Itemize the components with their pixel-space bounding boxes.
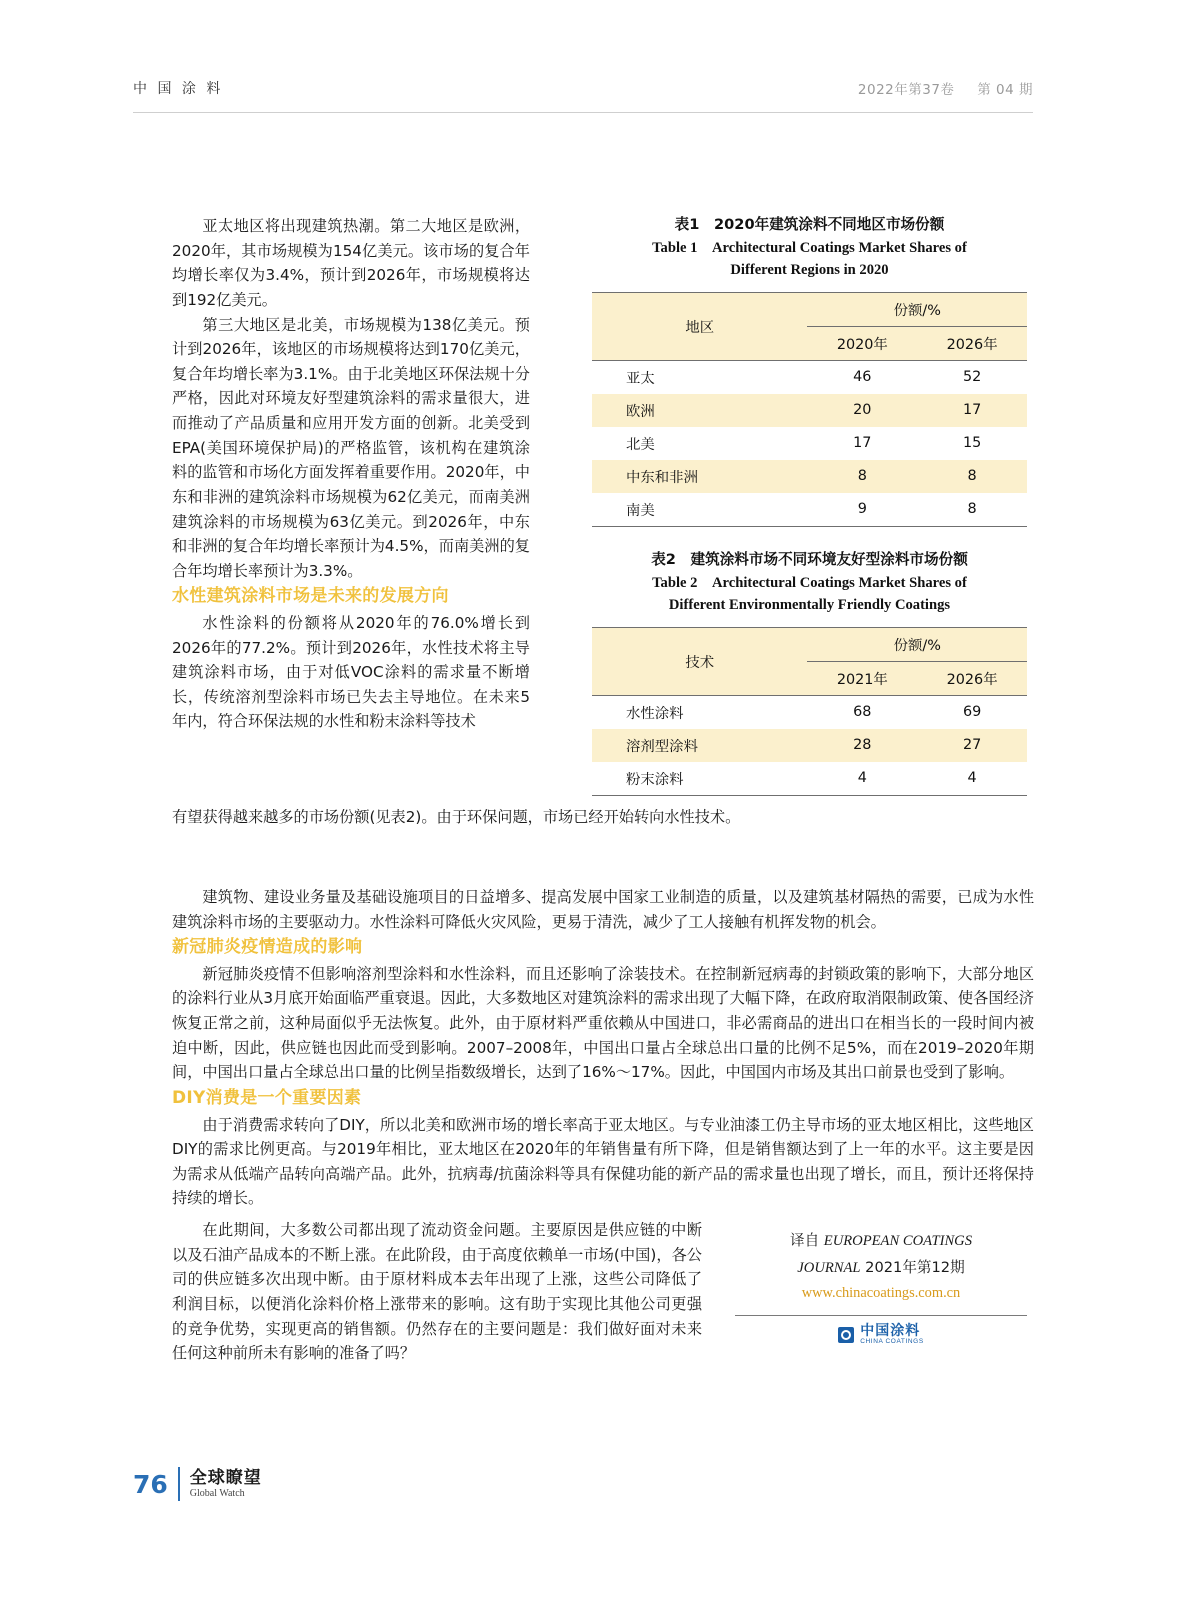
source-credit (735, 1228, 1027, 1346)
table-1-r3-y2: 8 (917, 460, 1027, 493)
table-2-title-cn: 表2 建筑涂料市场不同环境友好型涂料市场份额 (651, 551, 968, 568)
paragraph-3-continuation-block (172, 805, 1034, 830)
table-2-head-year1: 2021年 (807, 661, 917, 695)
table-2-r0-y2: 69 (962, 704, 982, 721)
table-2-r1-tech: 溶剂型涂料 (592, 729, 807, 762)
source-divider (735, 1315, 1027, 1316)
table-2-title (592, 549, 1027, 617)
table-1-r4-y1: 9 (807, 493, 917, 527)
table-row (592, 762, 1027, 796)
table-2-r2-y2: 4 (917, 762, 1027, 796)
logo-label-en: CHINA COATINGS (860, 1337, 924, 1345)
coatings-logo-icon (838, 1327, 854, 1343)
page-header (133, 78, 1033, 98)
paragraph-3: 水性涂料的份额将从2020年的76.0%增长到2026年的77.2%。预计到2026年，水性技术将主导建筑涂料市场，由于对低VOC涂料的需求量不断增长，传统溶剂型涂料市场已失去主导地位。在未来5年内，符合环保法规的水性和粉末涂料等技术 (172, 613, 530, 731)
paragraph-5: 建筑物、建设业务量及基础设施项目的日益增多、提高发展中国家工业制造的质量，以及建筑基材隔热的需要，已成为水性建筑涂料市场的主要驱动力。水性涂料可降低火灾风险，更易于清洗，减少了工人接触有机挥发物的机会。 (172, 888, 1034, 931)
table-row (592, 360, 1027, 394)
left-column (172, 214, 530, 734)
table-1-r2-y1: 17 (853, 435, 872, 452)
source-journal-en-2: JOURNAL (797, 1259, 861, 1276)
table-2-r1-y2: 27 (917, 729, 1027, 762)
footer-section-en: Global Watch (189, 1487, 245, 1499)
table-1-head-region: 地区 (592, 292, 807, 360)
publisher-logo (735, 1324, 1027, 1346)
table-row (592, 460, 1027, 493)
table-2-r2-tech: 粉末涂料 (592, 762, 807, 796)
table-1-r0-y2: 52 (962, 369, 982, 386)
table-2-head-share: 份额/% (807, 627, 1027, 661)
table-2-title-en-2: Different Environmentally Friendly Coatings (668, 597, 951, 614)
source-issue: 2021年第12期 (860, 1258, 965, 1276)
table-2-r1-y1: 28 (807, 729, 917, 762)
source-prefix: 译自 (789, 1232, 824, 1249)
page-footer (133, 1467, 262, 1501)
section-heading-waterborne: 水性建筑涂料市场是未来的发展方向 (172, 586, 449, 607)
footer-divider (178, 1467, 180, 1501)
table-row (592, 493, 1027, 527)
table-1-r2-region: 北美 (626, 436, 655, 453)
body-block-4 (172, 1218, 702, 1366)
section-heading-diy: DIY消费是一个重要因素 (172, 1088, 362, 1108)
paragraph-2: 第三大地区是北美，市场规模为138亿美元。预计到2026年，该地区的市场规模将达到170亿美元，复合年均增长率为3.1%。由于北美地区环保法规十分严格，因此对环境友好型建筑涂料的需求量很大，进而推动了产品质量和应用开发方面的创新。北美受到EPA(美国环境保护局)的严格监管，该机构在建筑涂料的监管和市场化方面发挥着重要作用。2020年，中东和非洲的建筑涂料市场规模为62亿美元，而南美洲建筑涂料的市场规模为63亿美元。到2026年，中东和非洲的复合年均增长率预计为4.5%，而南美洲的复合年均增长率预计为3.3%。 (172, 315, 530, 580)
table-2-title-en-1: Table 2 Architectural Coatings Market Shares of (652, 574, 967, 591)
volume-label: 2022年第37卷 (857, 82, 955, 98)
table-1-r4-y2: 8 (917, 493, 1027, 527)
table-2-r2-y1: 4 (807, 762, 917, 796)
table-1-container (592, 214, 1027, 527)
table-row (592, 729, 1027, 762)
table-2-r0-tech: 水性涂料 (626, 705, 684, 722)
section-heading-covid: 新冠肺炎疫情造成的影响 (172, 937, 363, 958)
table-1-title (592, 214, 1027, 282)
source-line-2 (735, 1255, 1027, 1282)
table-1-r1-region: 欧洲 (592, 394, 807, 427)
table-2-container (592, 549, 1027, 796)
table-1-r1-y2: 17 (917, 394, 1027, 427)
table-1-title-cn: 表1 2020年建筑涂料不同地区市场份额 (674, 216, 945, 233)
issue-label: 第 04 期 (977, 82, 1033, 98)
source-journal-en: EUROPEAN COATINGS (823, 1233, 973, 1249)
table-1-r1-y1: 20 (807, 394, 917, 427)
table-1-head-year1: 2020年 (807, 326, 917, 360)
table-1-r0-y1: 46 (853, 369, 872, 386)
table-1-r3-y1: 8 (807, 460, 917, 493)
source-url[interactable]: www.chinacoatings.com.cn (801, 1285, 961, 1302)
table-1-r2-y2: 15 (962, 435, 982, 452)
paragraph-8: 在此期间，大多数公司都出现了流动资金问题。主要原因是供应链的中断以及石油产品成本的不断上涨。在此阶段，由于高度依赖单一市场(中国)，各公司的供应链多次出现中断。由于原材料成本去年出现了上涨，这些公司降低了利润目标，以便消化涂料价格上涨带来的影响。这有助于实现比其他公司更强的竞争优势，实现更高的销售额。仍然存在的主要问题是：我们做好面对未来任何这种前所未有影响的准备了吗？ (172, 1221, 702, 1363)
table-1-title-en-1: Table 1 Architectural Coatings Market Shares of (652, 239, 967, 256)
paragraph-7: 由于消费需求转向了DIY，所以北美和欧洲市场的增长率高于亚太地区。与专业油漆工仍主导市场的亚太地区相比，这些地区DIY的需求比例更高。与2019年相比，亚太地区在2020年的年销售量有所下降，但是销售额达到了上一年的水平。这主要是因为需求从低端产品转向高端产品。此外，抗病毒/抗菌涂料等具有保健功能的新产品的需求量也出现了增长，而且，预计还将保持持续的增长。 (172, 1115, 1034, 1208)
table-row (592, 427, 1027, 460)
source-line-1 (735, 1228, 1027, 1255)
header-divider (133, 112, 1033, 113)
table-row (592, 695, 1027, 729)
table-2-head-tech: 技术 (592, 627, 807, 695)
body-block-3 (172, 1085, 1034, 1211)
table-2-head-year2: 2026年 (917, 661, 1027, 695)
logo-label-cn: 中国涂料 (860, 1323, 921, 1340)
table-1-head-share: 份额/% (807, 292, 1027, 326)
table-1-r0-region: 亚太 (626, 370, 655, 387)
page-number: 76 (133, 1469, 168, 1499)
table-1-r3-region: 中东和非洲 (592, 460, 807, 493)
journal-name: 中 国 涂 料 (133, 81, 224, 97)
body-block-2 (172, 885, 1034, 1085)
footer-section-cn: 全球瞭望 (189, 1467, 262, 1488)
table-2 (592, 627, 1027, 796)
table-row (592, 394, 1027, 427)
table-1 (592, 292, 1027, 527)
table-1-r4-region: 南美 (592, 493, 807, 527)
table-2-r0-y1: 68 (853, 704, 872, 721)
table-1-title-en-2: Different Regions in 2020 (730, 262, 889, 279)
table-1-head-year2: 2026年 (917, 326, 1027, 360)
paragraph-1: 亚太地区将出现建筑热潮。第二大地区是欧洲，2020年，其市场规模为154亿美元。该市场的复合年均增长率仅为3.4%，预计到2026年，市场规模将达到192亿美元。 (172, 217, 530, 309)
paragraph-6: 新冠肺炎疫情不但影响溶剂型涂料和水性涂料，而且还影响了涂装技术。在控制新冠病毒的封锁政策的影响下，大部分地区的涂料行业从3月底开始面临严重衰退。因此，大多数地区对建筑涂料的需求出现了大幅下降，在政府取消限制政策、使各国经济恢复正常之前，这种局面似乎无法恢复。此外，由于原材料严重依赖从中国进口，非必需商品的进出口在相当长的一段时间内被迫中断，因此，供应链也因此而受到影响。2007–2008年，中国出口量占全球总出口量的比例不足5%，而在2019–2020年期间，中国出口量占全球总出口量的比例呈指数级增长，达到了16%～17%。因此，中国国内市场及其出口前景也受到了影响。 (172, 964, 1034, 1082)
issue-info (858, 78, 1033, 98)
paragraph-3-continuation: 有望获得越来越多的市场份额(见表2)。由于环保问题，市场已经开始转向水性技术。 (172, 808, 741, 826)
